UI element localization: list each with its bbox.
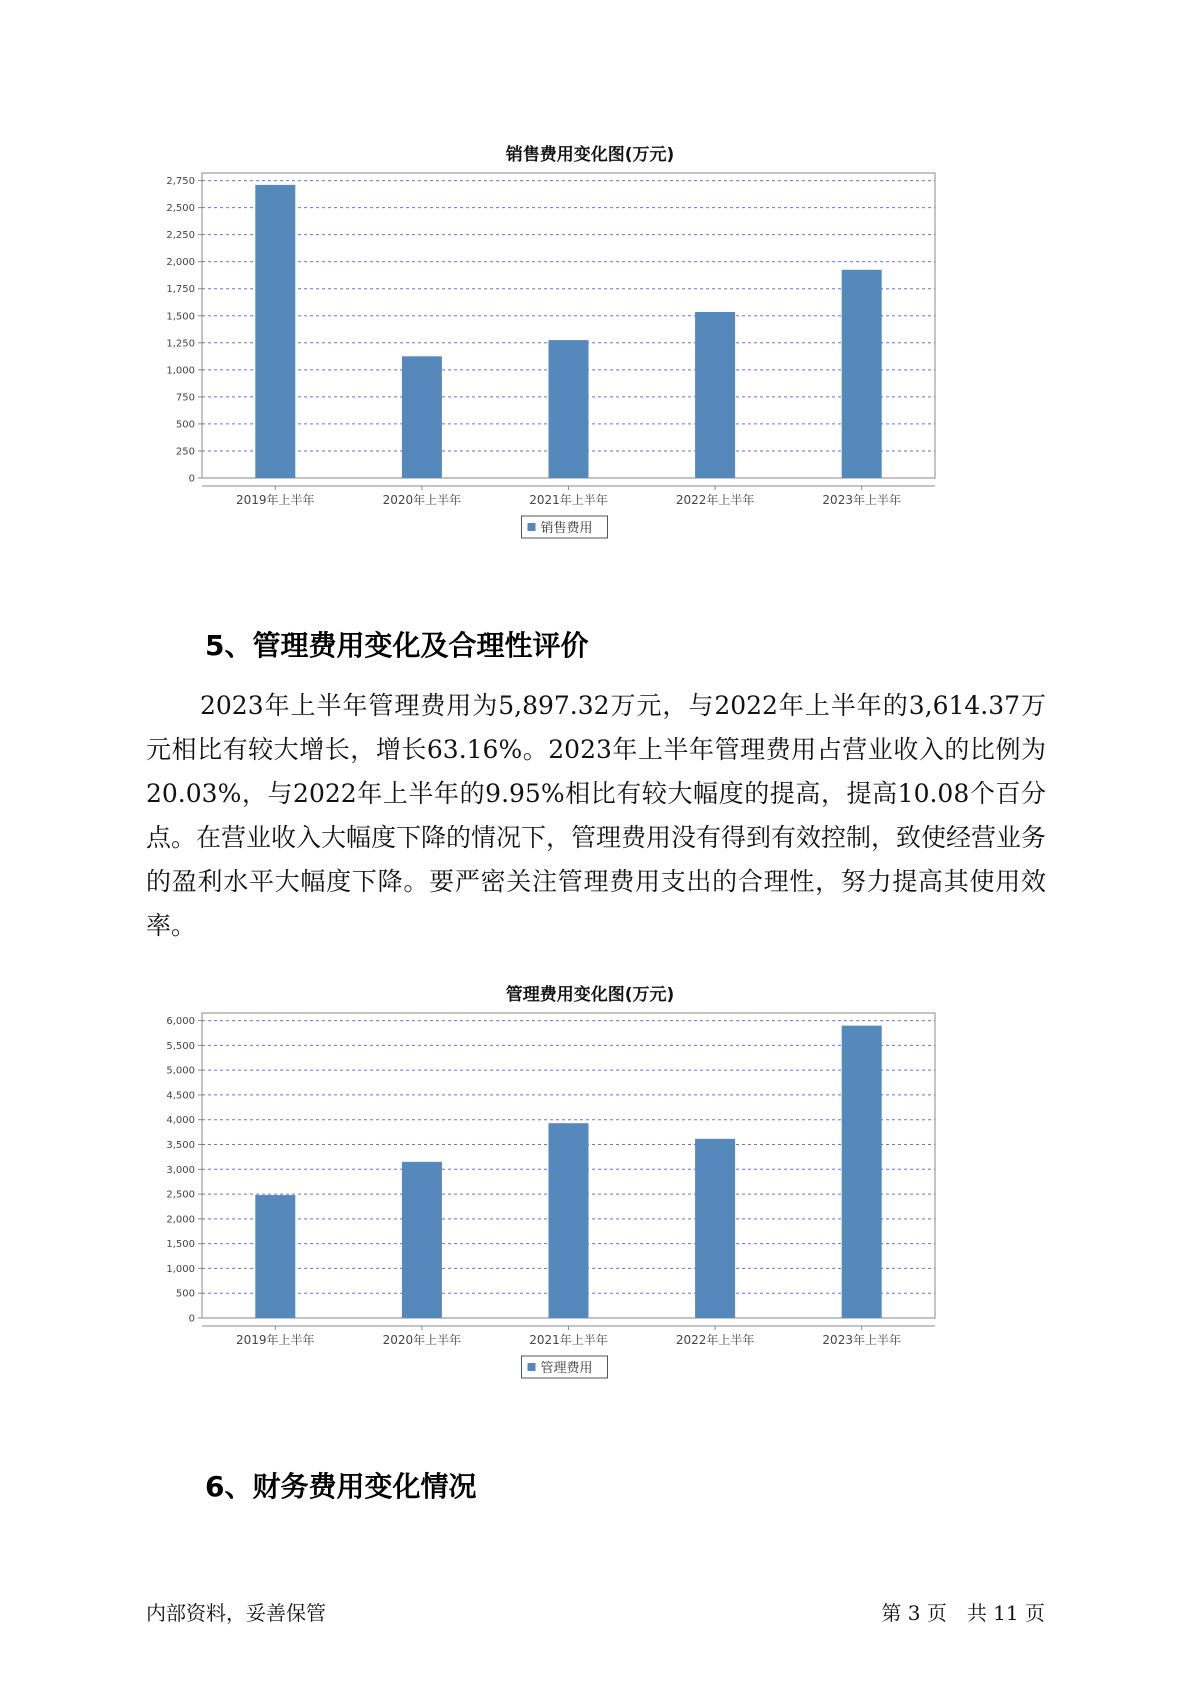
- y-tick-label: 1,750: [166, 284, 195, 296]
- x-tick-label: 2022年上半年: [675, 1333, 755, 1347]
- y-tick-label: 2,500: [166, 203, 195, 215]
- y-tick-label: 1,000: [166, 365, 195, 377]
- paragraph-text: 2023年上半年管理费用为5,897.32万元，与2022年上半年的3,614.37万元相比有较大增长，增长63.16%。2023年上半年管理费用占营业收入的比例为20.03%，与2022年上半年的9.95%相比有较大幅度的提高，提高10.08个百分点。在营业收入大幅度下降的情况下，管理费用没有得到有效控制，致使经营业务的盈利水平大幅度下降。要严密关注管理费用支出的合理性，努力提高其使用效率。: [146, 691, 1047, 940]
- chart-canvas: [150, 140, 1030, 590]
- paragraph: [146, 684, 1046, 948]
- chart-title: 管理费用变化图(万元): [505, 985, 675, 1005]
- bar: [549, 1123, 589, 1318]
- sales-expense-chart: [150, 140, 1030, 590]
- legend: [522, 1356, 608, 1378]
- y-tick-label: 5,000: [166, 1065, 195, 1077]
- bar: [255, 185, 295, 478]
- y-tick-label: 2,000: [166, 257, 195, 269]
- y-tick-label: 5,500: [166, 1040, 195, 1052]
- bar: [842, 1026, 882, 1318]
- bar: [255, 1195, 295, 1318]
- x-tick-label: 2022年上半年: [675, 493, 755, 507]
- x-tick-label: 2021年上半年: [529, 1333, 608, 1347]
- bar: [402, 1162, 442, 1318]
- y-tick-label: 250: [175, 446, 195, 458]
- footer-page-number: 第 3 页 共 11 页: [881, 1601, 1045, 1625]
- bar: [402, 356, 442, 478]
- chart-title: 销售费用变化图(万元): [505, 145, 675, 165]
- y-tick-label: 2,750: [166, 176, 195, 188]
- y-tick-label: 3,000: [166, 1164, 195, 1176]
- y-tick-label: 500: [175, 1288, 195, 1300]
- y-tick-label: 750: [175, 392, 195, 404]
- y-tick-label: 0: [188, 473, 195, 485]
- legend-label: 销售费用: [540, 521, 593, 536]
- bar: [695, 312, 735, 478]
- y-tick-label: 3,500: [166, 1139, 195, 1151]
- y-tick-label: 6,000: [166, 1016, 195, 1028]
- section-heading: 5、管理费用变化及合理性评价: [205, 629, 589, 662]
- footer-confidential: 内部资料，妥善保管: [146, 1601, 326, 1625]
- y-tick-label: 500: [175, 419, 195, 431]
- y-tick-label: 1,250: [166, 338, 195, 350]
- y-tick-label: 2,000: [166, 1214, 195, 1226]
- x-tick-label: 2019年上半年: [236, 493, 315, 507]
- x-tick-label: 2023年上半年: [822, 1333, 901, 1347]
- x-tick-label: 2020年上半年: [382, 493, 462, 507]
- chart-canvas: [150, 980, 1030, 1430]
- y-tick-label: 4,000: [166, 1115, 195, 1127]
- y-tick-label: 1,000: [166, 1263, 195, 1275]
- legend-swatch: [528, 1363, 536, 1371]
- bar: [695, 1139, 735, 1318]
- y-tick-label: 2,250: [166, 230, 195, 242]
- y-tick-label: 0: [188, 1313, 195, 1325]
- section-heading: 6、财务费用变化情况: [205, 1470, 477, 1503]
- y-tick-label: 1,500: [166, 1239, 195, 1251]
- legend-swatch: [528, 523, 536, 531]
- y-tick-label: 2,500: [166, 1189, 195, 1201]
- y-tick-label: 1,500: [166, 311, 195, 323]
- bar: [549, 340, 589, 478]
- legend: [522, 516, 608, 538]
- y-tick-label: 4,500: [166, 1090, 195, 1102]
- legend-label: 管理费用: [540, 1361, 593, 1376]
- admin-expense-chart: [150, 980, 1030, 1430]
- x-tick-label: 2023年上半年: [822, 493, 901, 507]
- x-tick-label: 2019年上半年: [236, 1333, 315, 1347]
- x-tick-label: 2021年上半年: [529, 493, 608, 507]
- x-tick-label: 2020年上半年: [382, 1333, 462, 1347]
- bar: [842, 270, 882, 478]
